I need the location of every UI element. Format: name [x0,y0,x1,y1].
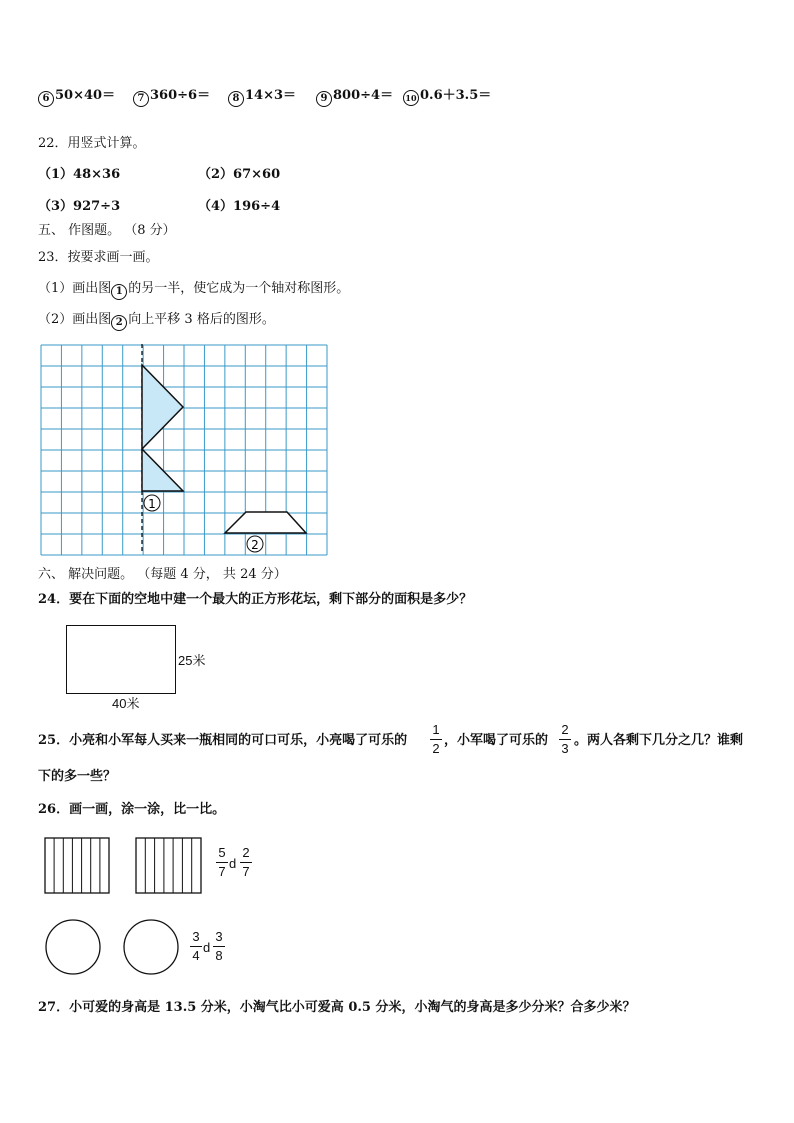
numerator: 3 [215,929,223,944]
q23-sub-2 [38,312,275,331]
q22-title: 22．用竖式计算。 [38,136,146,151]
shape-2 [225,512,306,533]
circled-number: 9 [316,91,332,107]
q25-text-line2: 下的多一些？ [38,769,117,784]
shape-1-label: 1 [148,497,156,511]
section-6-heading: 六、 解决问题。 （每题 4 分， 共 24 分） [38,567,287,582]
q22-item-2: （2）67×60 [198,167,281,182]
calc-item-9 [316,84,393,107]
denominator: 3 [561,741,569,756]
q22-item-1: （1）48×36 [38,167,121,182]
q23-sub1-text-b: 的另一半，使它成为一个轴对称图形。 [128,281,350,296]
q25-text-3: 。两人各剩下几分之几？谁剩 [574,733,744,748]
q23-sub-1 [38,281,349,300]
q26-circle-compare: d [203,940,211,955]
denominator: 7 [218,864,226,879]
circled-number: 1 [111,284,127,300]
q24-width-label: 40米 [112,696,140,711]
q26-circles [44,918,184,978]
calc-expression: 360÷6＝ [150,88,211,103]
q23-title: 23．按要求画一画。 [38,250,159,265]
numerator: 3 [192,929,200,944]
q26-circle-fraction-right [213,929,225,964]
calc-expression: 50×40＝ [55,88,116,103]
circled-number: 8 [228,91,244,107]
q23-sub1-text-a: （1）画出图 [38,281,112,296]
q22-item-3: （3）927÷3 [38,199,121,214]
q26-rectangles [44,837,204,895]
numerator: 1 [432,722,440,737]
q23-sub2-text-a: （2）画出图 [38,312,112,327]
circled-number: 10 [403,90,419,106]
q26-title: 26．画一画，涂一涂，比一比。 [38,802,226,817]
q25-fraction-1 [430,722,442,757]
q26-rect-fraction-left [216,845,228,880]
calc-expression: 0.6＋3.5＝ [420,88,492,103]
circled-number: 2 [111,315,127,331]
q25-text-1: 25．小亮和小军每人买来一瓶相同的可口可乐，小亮喝了可乐的 [38,733,408,748]
q26-rect-fraction-right [240,845,252,880]
q25-text-2: ，小军喝了可乐的 [444,733,549,748]
numerator: 2 [561,722,569,737]
q24-height-label: 25米 [178,653,206,668]
q26-rect-compare: d [229,856,237,871]
q22-item-4: （4）196÷4 [198,199,281,214]
shape-1 [142,365,183,491]
q24-title: 24．要在下面的空地中建一个最大的正方形花坛，剩下部分的面积是多少？ [38,592,473,607]
calc-item-8 [228,84,296,107]
calc-expression: 14×3＝ [245,88,297,103]
denominator: 2 [432,741,440,756]
q24-rectangle [66,625,176,694]
calc-item-6 [38,84,115,107]
denominator: 7 [242,864,250,879]
q27-title: 27．小可爱的身高是 13.5 分米，小淘气比小可爱高 0.5 分米，小淘气的身高是多少分米？合多少米？ [38,1000,636,1015]
shape-2-label: 2 [251,538,259,552]
calc-expression: 800÷4＝ [333,88,394,103]
q26-circle-fraction-left [190,929,202,964]
circled-number: 7 [133,91,149,107]
q23-sub2-text-b: 向上平移 3 格后的图形。 [128,312,275,327]
numerator: 5 [218,845,226,860]
denominator: 4 [192,948,200,963]
denominator: 8 [215,948,223,963]
circled-number: 6 [38,91,54,107]
numerator: 2 [242,845,250,860]
section-5-heading: 五、 作图题。 （8 分） [38,223,176,238]
q25-fraction-2 [559,722,571,757]
calc-item-10 [403,84,491,106]
grid-figure [40,344,328,556]
calc-item-7 [133,84,210,107]
